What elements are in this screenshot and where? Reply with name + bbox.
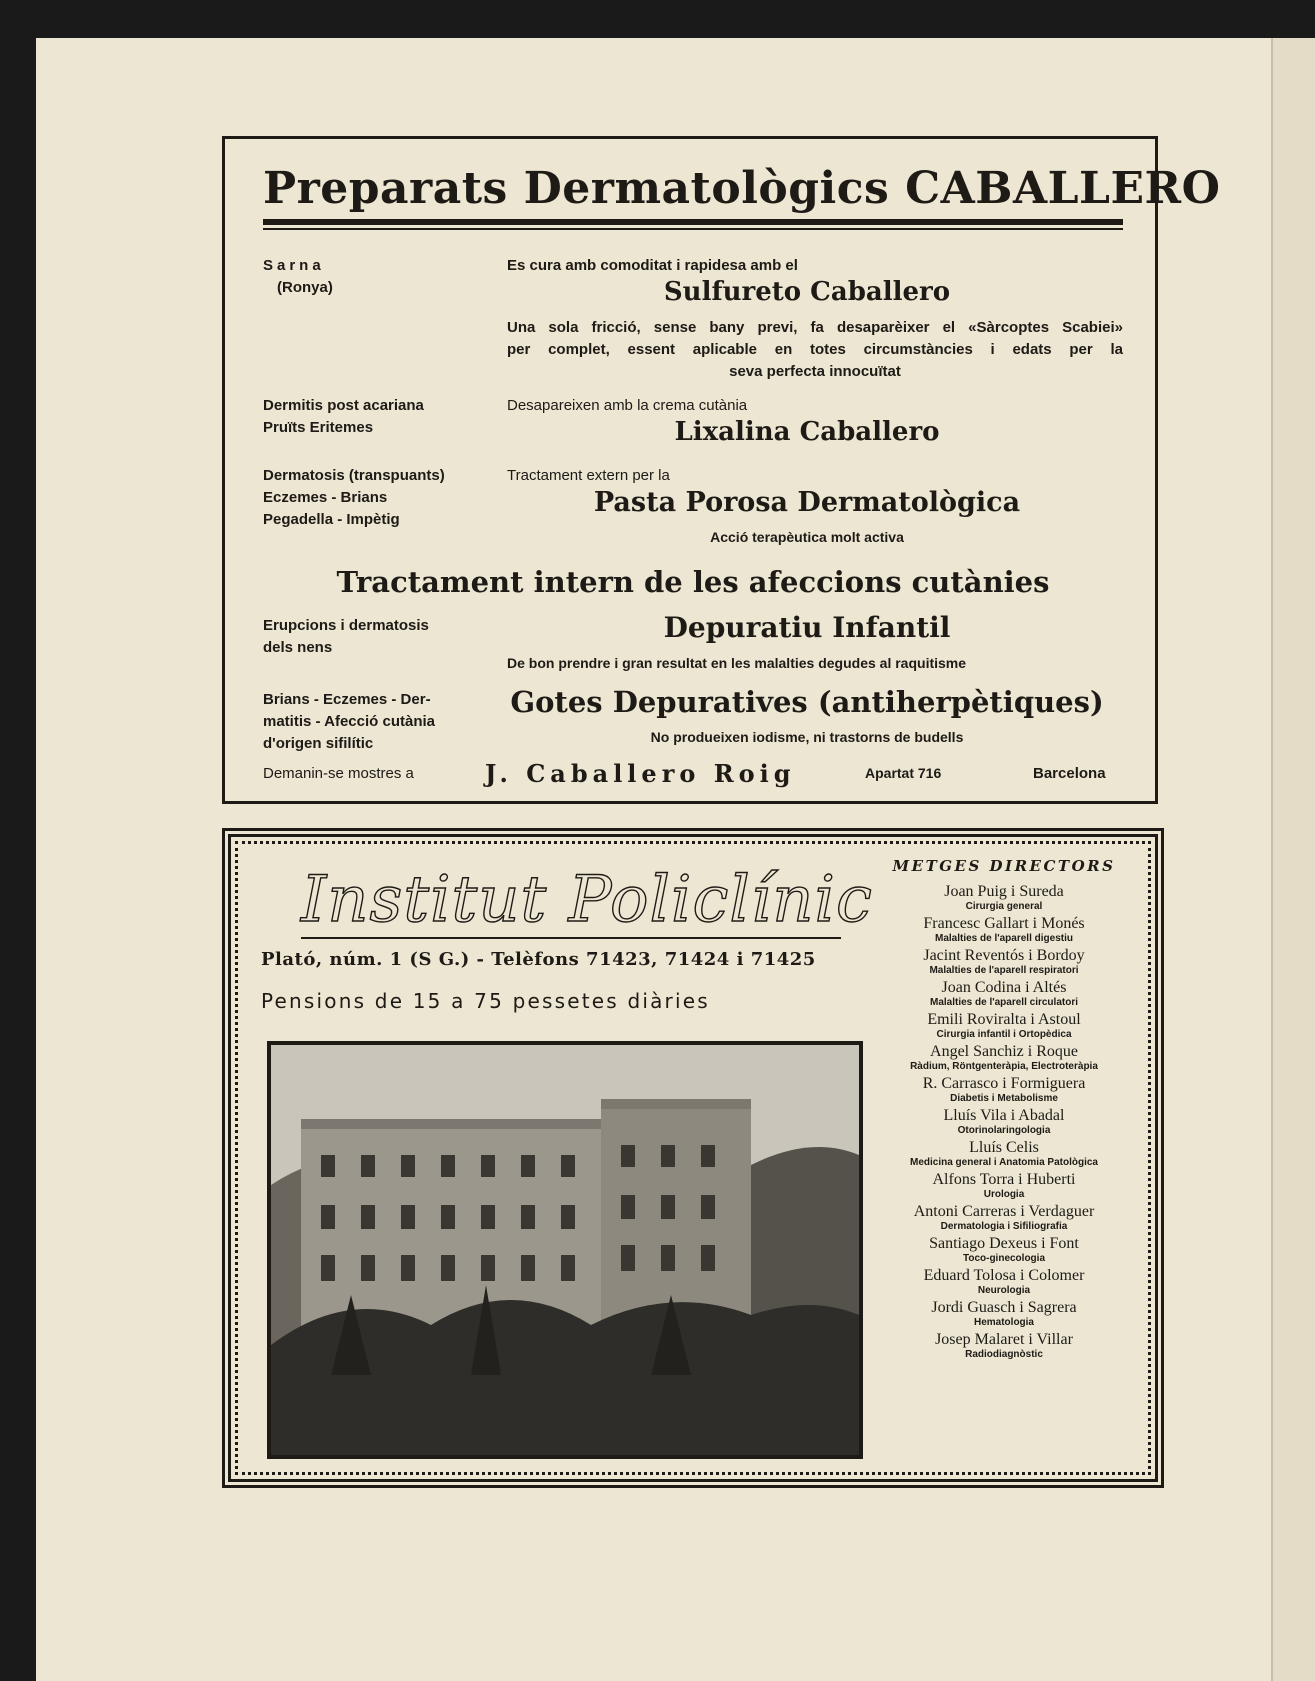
doctor-name: Alfons Torra i Huberti [932, 1171, 1076, 1188]
doctor-specialty: Malalties de l'aparell digestiu [935, 933, 1073, 944]
institute-address: Plató, núm. 1 (S G.) - Telèfons 71423, 71424 i 71425 [261, 949, 816, 970]
doctor-entry [859, 1267, 1149, 1297]
product-name: Sulfureto Caballero [663, 277, 951, 307]
section-label: Sarna [263, 257, 325, 274]
doctor-entry [859, 947, 1149, 977]
doctor-name: Josep Malaret i Villar [935, 1331, 1073, 1348]
building-photo [267, 1041, 863, 1459]
section-label: Pruïts Eritemes [263, 419, 374, 436]
title-rule [263, 219, 1123, 225]
product-description: De bon prendre i gran resultat en les malalties degudes al raquitisme [507, 655, 967, 671]
doctor-specialty: Cirurgia infantil i Ortopèdica [936, 1029, 1072, 1040]
section-label: dels nens [263, 639, 333, 656]
doctor-entry [859, 883, 1149, 913]
section-label: d'origen sifilític [263, 735, 374, 752]
policlinic-advertisement [222, 828, 1164, 1488]
product-name: Lixalina Caballero [674, 417, 940, 447]
doctor-specialty: Cirurgia general [965, 901, 1043, 912]
doctor-name: Jordi Guasch i Sagrera [931, 1299, 1077, 1316]
doctor-name: R. Carrasco i Formiguera [922, 1075, 1086, 1092]
product-description: Una sola fricció, sense bany previ, fa desaparèixer el «Sàrcoptes Scabiei» [507, 319, 1123, 336]
caballero-advertisement [222, 136, 1221, 804]
section-intro: Tractament extern per la [507, 467, 670, 484]
doctor-specialty: Radiodiagnòstic [965, 1349, 1043, 1360]
doctor-name: Angel Sanchiz i Roque [930, 1043, 1078, 1060]
section-label: matitis - Afecció cutània [263, 713, 435, 730]
doctor-name: Francesc Gallart i Monés [923, 915, 1085, 932]
doctor-entry [859, 1299, 1149, 1329]
doctor-entry [859, 1011, 1149, 1041]
doctor-entry [859, 1171, 1149, 1201]
doctor-name: Lluís Celis [969, 1139, 1039, 1156]
doctor-specialty: Otorinolaringologia [957, 1125, 1051, 1136]
internal-treatment-heading: Tractament intern de les afeccions cutànies [336, 565, 1050, 599]
section-intro: Es cura amb comoditat i rapidesa amb el [507, 257, 798, 274]
doctor-specialty: Toco-ginecologia [962, 1253, 1046, 1264]
title-underline [301, 937, 841, 939]
next-page-edge [1271, 38, 1315, 1681]
section-label: Erupcions i dermatosis [263, 617, 429, 634]
doctor-name: Antoni Carreras i Verdaguer [913, 1203, 1095, 1220]
section-label: (Ronya) [277, 279, 333, 296]
building-illustration [271, 1045, 859, 1455]
footer-company: J. Caballero Roig [485, 759, 796, 788]
doctor-name: Jacint Reventós i Bordoy [923, 947, 1085, 964]
doctor-specialty: Hematologia [973, 1317, 1034, 1328]
product-name: Gotes Depuratives (antiherpètiques) [510, 685, 1104, 719]
doctors-heading: METGES DIRECTORS [892, 857, 1116, 875]
doctor-name: Emili Roviralta i Astoul [927, 1011, 1081, 1028]
product-description: No produeixen iodisme, ni trastorns de budells [650, 729, 964, 745]
institute-title: Institut Policlínic [301, 863, 873, 937]
product-name: Depuratiu Infantil [663, 611, 951, 644]
doctor-entry [859, 1043, 1149, 1073]
doctor-name: Santiago Dexeus i Font [929, 1235, 1079, 1252]
doctor-specialty: Diabetis i Metabolisme [950, 1093, 1058, 1104]
doctor-entry [859, 1331, 1149, 1361]
section-label: Dermatosis (transpuants) [263, 467, 445, 484]
doctor-entry [859, 915, 1149, 945]
section-label: Dermitis post acariana [263, 397, 424, 414]
doctor-specialty: Malalties de l'aparell respiratori [929, 965, 1079, 976]
doctor-name: Lluís Vila i Abadal [943, 1107, 1065, 1124]
doctor-specialty: Neurologia [977, 1285, 1031, 1296]
doctor-entry [859, 1139, 1149, 1169]
section-intro: Desapareixen amb la crema cutània [507, 397, 748, 414]
section-label: Pegadella - Impètig [263, 511, 400, 528]
doctor-entry [859, 1235, 1149, 1265]
doctor-specialty: Dermatologia i Sifiliografia [940, 1221, 1068, 1232]
footer-box: Apartat 716 [865, 765, 942, 781]
doctor-name: Eduard Tolosa i Colomer [923, 1267, 1085, 1284]
section-label: Brians - Eczemes - Der- [263, 691, 431, 708]
doctor-name: Joan Puig i Sureda [944, 883, 1064, 900]
doctor-entry [859, 979, 1149, 1009]
product-description: seva perfecta innocuïtat [729, 363, 901, 380]
doctor-entry [859, 1075, 1149, 1105]
ad-title: Preparats Dermatològics CABALLERO [263, 163, 1221, 214]
doctor-specialty: Ràdium, Röntgenteràpia, Electroteràpia [910, 1061, 1098, 1072]
footer-city: Barcelona [1033, 765, 1106, 782]
doctor-specialty: Medicina general i Anatomia Patològica [909, 1157, 1098, 1168]
doctor-specialty: Urologia [983, 1189, 1025, 1200]
doctor-entry [859, 1107, 1149, 1137]
title-rule-thin [263, 228, 1123, 230]
section-label: Eczemes - Brians [263, 489, 388, 506]
pension-prices: Pensions de 15 a 75 pessetes diàries [261, 989, 710, 1013]
doctors-list [859, 857, 1149, 1363]
doctor-entry [859, 1203, 1149, 1233]
doctor-specialty: Malalties de l'aparell circulatori [930, 997, 1078, 1008]
product-name: Pasta Porosa Dermatològica [593, 487, 1021, 518]
footer-request: Demanin-se mostres a [263, 765, 414, 782]
product-description: Acció terapèutica molt activa [710, 529, 904, 545]
product-description: per complet, essent aplicable en totes circumstàncies i edats per la [507, 341, 1123, 358]
doctor-name: Joan Codina i Altés [941, 979, 1067, 996]
